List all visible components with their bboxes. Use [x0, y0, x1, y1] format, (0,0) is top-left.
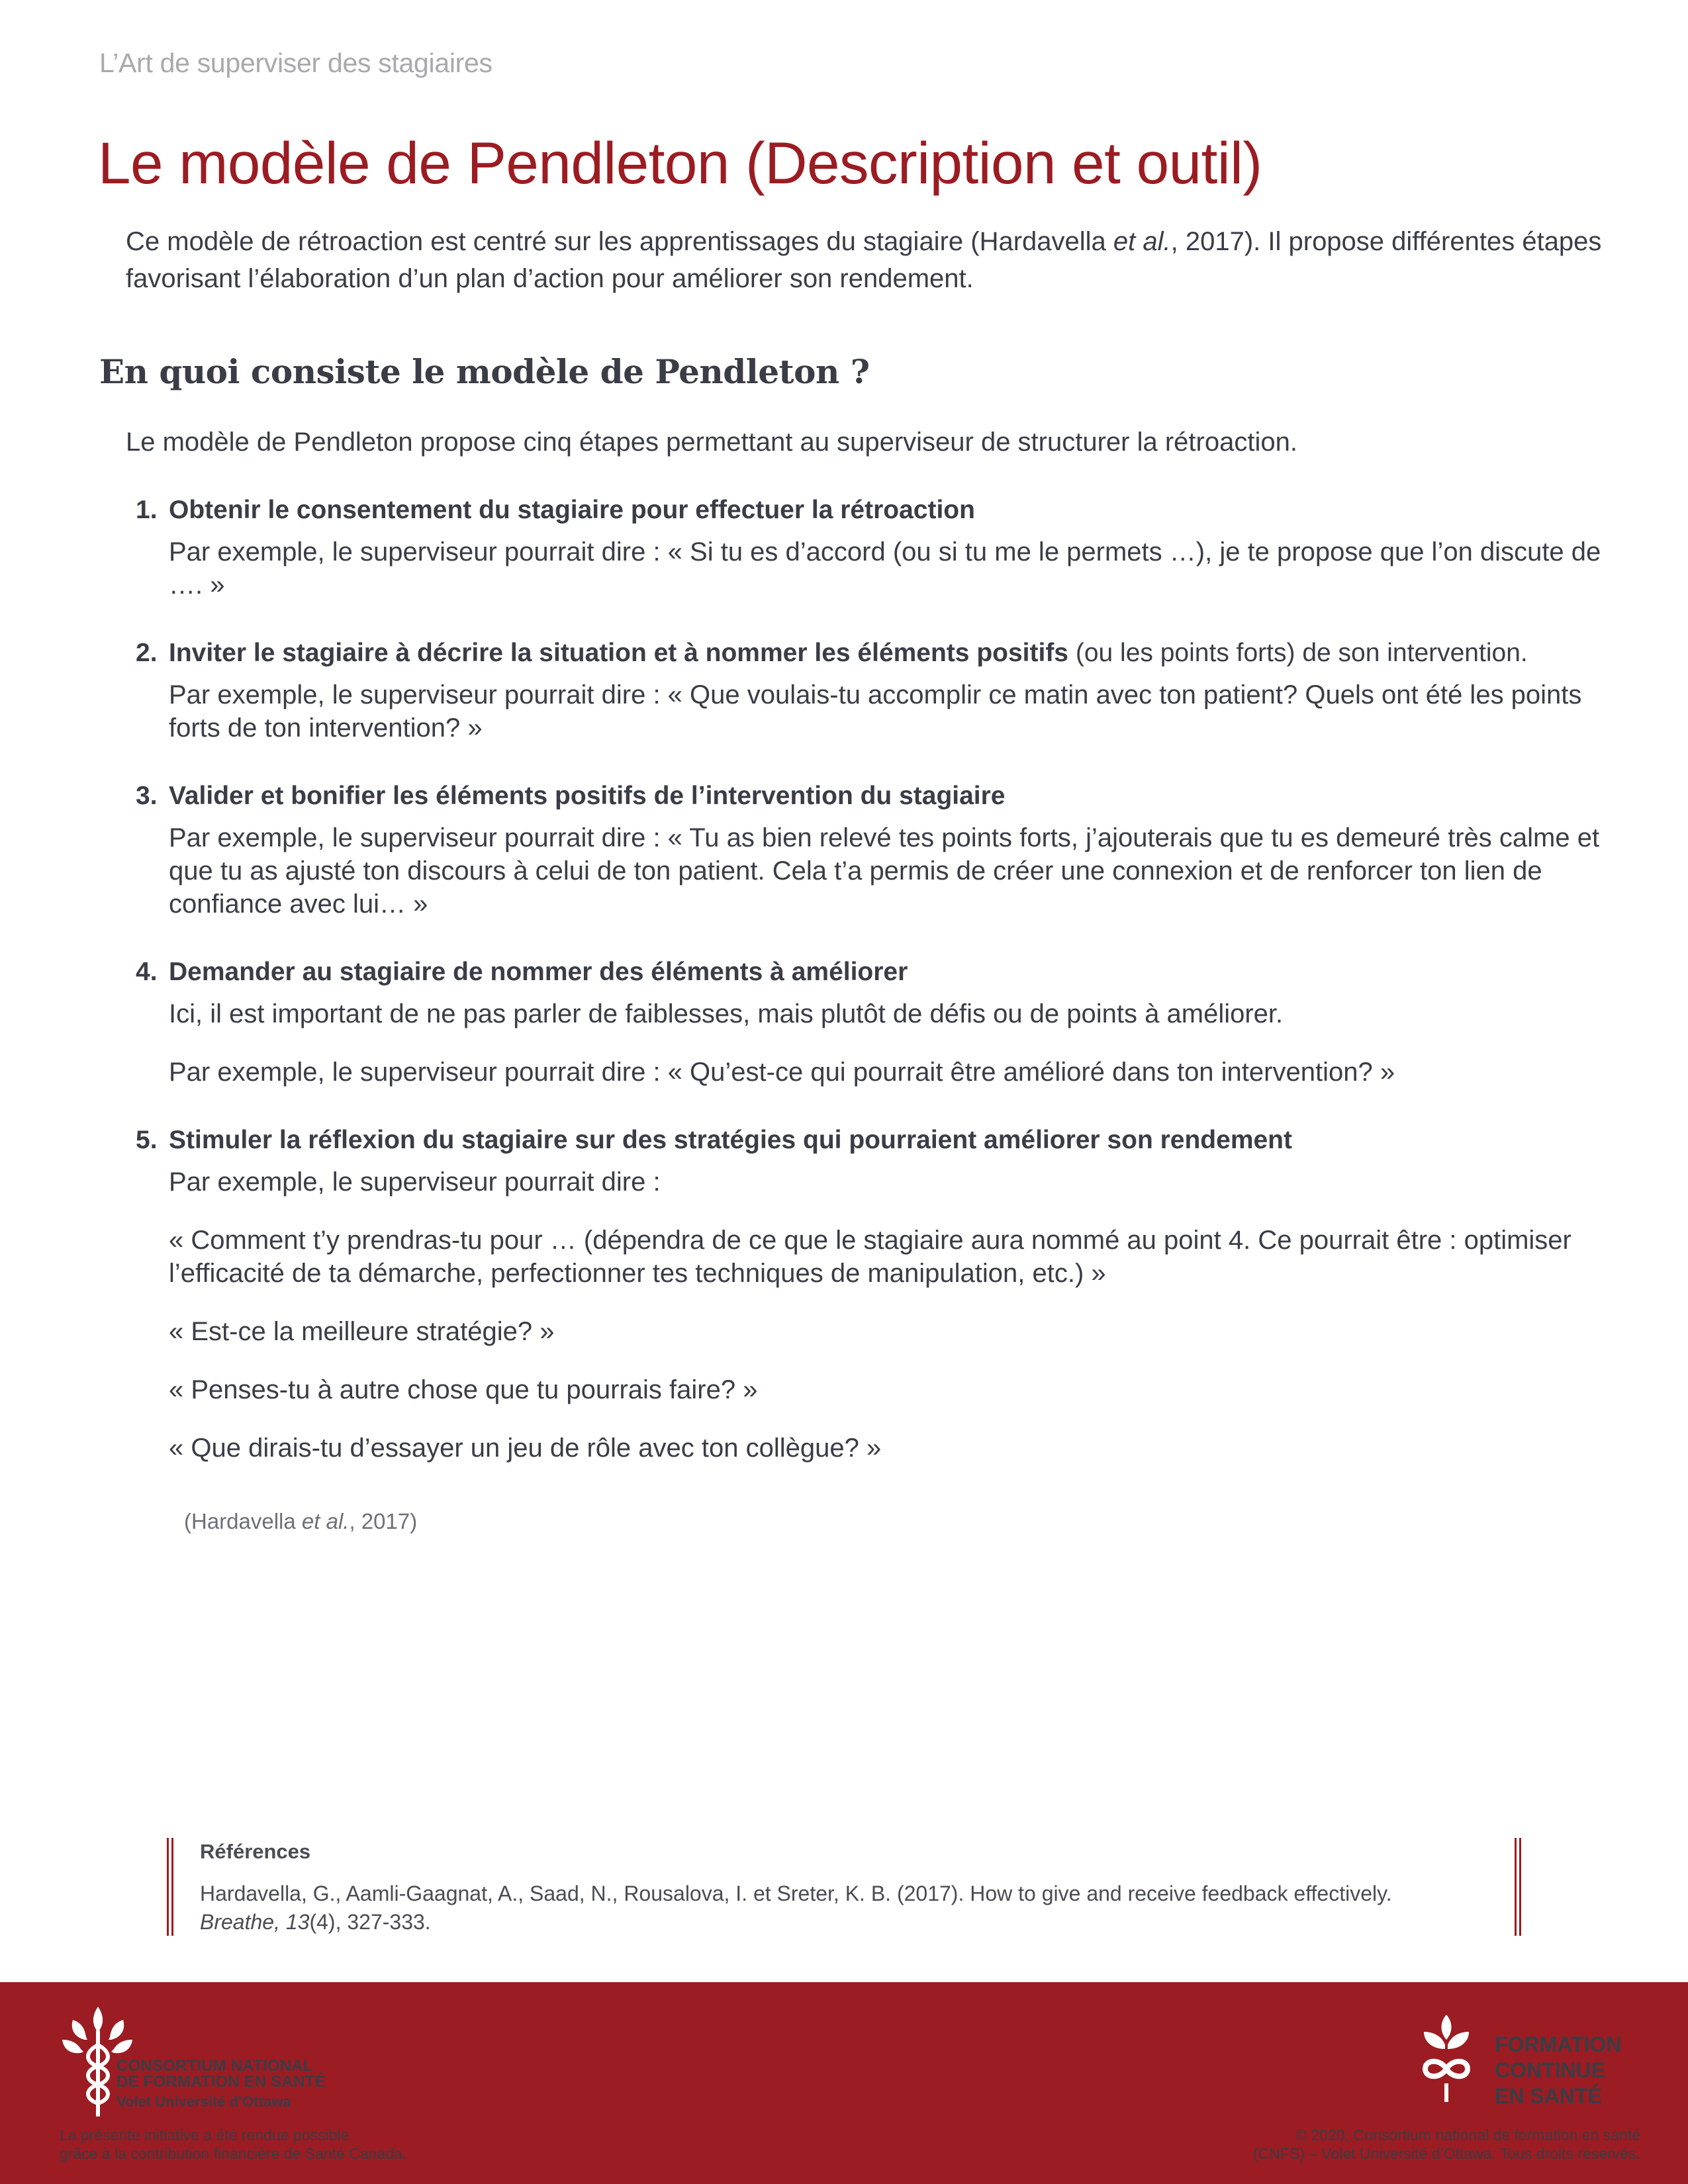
reference-journal: Breathe, 13: [200, 1910, 310, 1934]
section-heading: En quoi consiste le modèle de Pendleton ?: [99, 352, 870, 391]
fcs-wordmark: [1495, 2032, 1621, 2109]
funding-line: grâce à la contribution financière de Santé Canada.: [60, 2145, 407, 2162]
step-text: Par exemple, le superviseur pourrait dire : « Si tu es d’accord (ou si tu me le permets …), je te propose que l’on discute de …. »: [169, 537, 1601, 600]
step-title: Stimuler la réflexion du stagiaire sur des stratégies qui pourraient améliorer son rendement: [169, 1126, 1292, 1154]
reference-main: Hardavella, G., Aamli-Gaagnat, A., Saad, N., Rousalova, I. et Sreter, K. B. (2017). How to give and receive feedback effectively.: [200, 1882, 1392, 1905]
intro-paragraph: [126, 223, 1602, 297]
citation: [184, 1509, 417, 1534]
fcs-line: FORMATION: [1495, 2032, 1622, 2056]
intro-text-1: Ce modèle de rétroaction est centré sur les apprentissages du stagiaire (Hardavella: [126, 227, 1113, 256]
copyright-note: [1253, 2126, 1640, 2163]
step-body: [169, 1165, 1612, 1465]
cnfs-name-line: CONSORTIUM NATIONAL: [117, 2057, 313, 2075]
step-title: Inviter le stagiaire à décrire la situation et à nommer les éléments positifs: [169, 639, 1069, 667]
section-lead: Le modèle de Pendleton propose cinq étapes permettant au superviseur de structurer la rétroaction.: [126, 428, 1297, 457]
step-body: [169, 997, 1612, 1089]
step-text: Par exemple, le superviseur pourrait dire : « Que voulais-tu accomplir ce matin avec ton patient? Quels ont été les points forts de ton intervention? »: [169, 680, 1582, 743]
cnfs-volet: Volet Université d’Ottawa: [117, 2093, 291, 2110]
step-heading: [136, 954, 1612, 991]
step-body: [169, 678, 1612, 745]
step-quote: « Que dirais-tu d’essayer un jeu de rôle avec ton collègue? »: [169, 1433, 882, 1463]
step-text: Par exemple, le superviseur pourrait dire :: [169, 1167, 661, 1197]
citation-prefix: (Hardavella: [184, 1509, 302, 1533]
reference-issue: (4), 327-333.: [309, 1910, 431, 1934]
step-title: Valider et bonifier les éléments positifs de l’intervention du stagiaire: [169, 782, 1006, 810]
step-item: [136, 635, 1612, 745]
steps-list: [136, 492, 1612, 1465]
step-text: Par exemple, le superviseur pourrait dire : « Tu as bien relevé tes points forts, j’ajouterais que tu es demeuré très calme et que tu as ajusté ton discours à celui de ton patient. Cela t’a permis de créer une connexion et de renforcer ton lien de confiance avec lui… »: [169, 823, 1600, 919]
step-body: [169, 821, 1612, 921]
divider: [1519, 1838, 1521, 1936]
intro-text-2: , 2017). Il propose différentes étapes favorisant l’élaboration d’un plan d’action pour améliorer son rendement.: [126, 227, 1602, 293]
cnfs-name: [117, 2058, 326, 2090]
cnfs-name-line: DE FORMATION EN SANTÉ: [117, 2073, 326, 2091]
citation-suffix: , 2017): [349, 1509, 418, 1533]
step-number: 4.: [136, 958, 158, 986]
step-number: 1.: [136, 496, 158, 524]
step-title: Demander au stagiaire de nommer des éléments à améliorer: [169, 958, 908, 986]
step-number: 3.: [136, 782, 158, 810]
page-title: Le modèle de Pendleton (Description et outil): [98, 130, 1262, 196]
step-heading: [136, 1122, 1612, 1159]
funding-note: [60, 2126, 406, 2163]
step-text: Par exemple, le superviseur pourrait dire : « Qu’est-ce qui pourrait être amélioré dans ton intervention? »: [169, 1058, 1395, 1087]
citation-et-al: et al.: [301, 1509, 350, 1533]
step-quote: « Comment t’y prendras-tu pour … (dépendra de ce que le stagiaire aura nommé au point 4. Ce pourrait être : optimiser l’efficacité de ta démarche, perfectionner tes techniques de manipulation, etc.) »: [169, 1226, 1571, 1288]
step-item: [136, 954, 1612, 1089]
references-title: Références: [200, 1840, 311, 1863]
step-item: [136, 1122, 1612, 1465]
step-number: 5.: [136, 1126, 158, 1154]
copyright-line: © 2020, Consortium national de formation en santé: [1295, 2126, 1640, 2144]
divider: [167, 1838, 169, 1936]
step-text: Ici, il est important de ne pas parler de faiblesses, mais plutôt de défis ou de points à améliorer.: [169, 999, 1284, 1028]
step-item: [136, 778, 1612, 921]
intro-et-al: et al.: [1113, 227, 1171, 256]
fcs-line: CONTINUE: [1495, 2058, 1606, 2082]
step-heading: [136, 635, 1612, 672]
funding-line: La présente initiative a été rendue possible: [60, 2126, 350, 2144]
step-body: [169, 535, 1612, 602]
divider: [171, 1838, 173, 1936]
divider: [1515, 1838, 1517, 1936]
step-title: Obtenir le consentement du stagiaire pour effectuer la rétroaction: [169, 496, 975, 524]
step-item: [136, 492, 1612, 602]
leaf-infinity-logo-icon: [1420, 2015, 1473, 2102]
step-heading: [136, 492, 1612, 529]
series-title: L’Art de superviser des stagiaires: [99, 48, 492, 78]
copyright-line: (CNFS) – Volet Université d’Ottawa. Tous droits réservés.: [1252, 2145, 1640, 2162]
step-number: 2.: [136, 639, 158, 667]
step-quote: « Penses-tu à autre chose que tu pourrais faire? »: [169, 1375, 758, 1404]
step-heading: [136, 778, 1612, 815]
fcs-line: EN SANTÉ: [1495, 2084, 1602, 2108]
reference-entry: [200, 1880, 1497, 1936]
step-quote: « Est-ce la meilleure stratégie? »: [169, 1317, 555, 1346]
step-title-suffix: (ou les points forts) de son intervention.: [1068, 639, 1528, 667]
